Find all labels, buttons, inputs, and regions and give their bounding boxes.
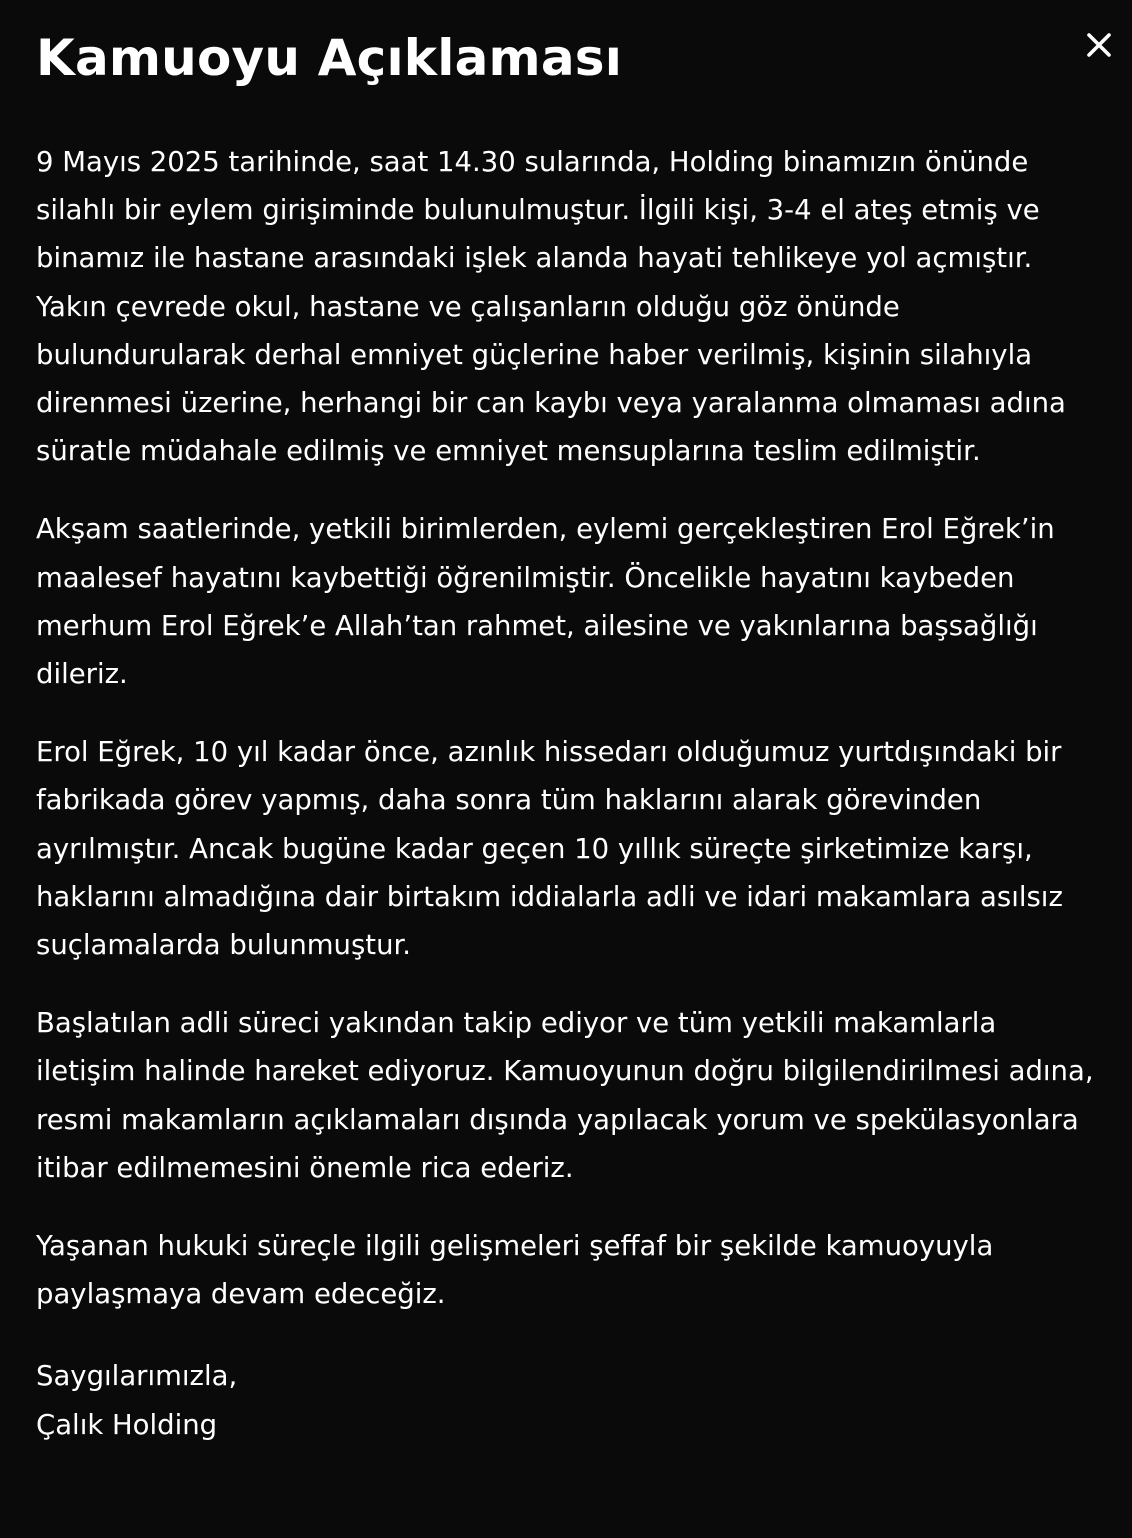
paragraph-transparency: Yaşanan hukuki süreçle ilgili gelişmeleri şeffaf bir şekilde kamuoyuyla paylaşmaya devam edeceğiz. xyxy=(36,1230,994,1311)
paragraph-background: Erol Eğrek, 10 yıl kadar önce, azınlık hissedarı olduğumuz yurtdışındaki bir fabrikada görev yapmış, daha sonra tüm haklarını alarak görevinden ayrılmıştır. Ancak bugüne kadar geçen 10 yıllık süreçte şirketimize karşı, haklarını almadığına dair birtakım iddialarla adli ve idari makamlara asılsız suçlamalarda bulunmuştur. xyxy=(36,736,1063,962)
signoff-company: Çalık Holding xyxy=(36,1408,218,1441)
paragraph-condolence: Akşam saatlerinde, yetkili birimlerden, eylemi gerçekleştiren Erol Eğrek’in maalesef hayatını kaybettiği öğrenilmiştir. Öncelikle hayatını kaybeden merhum Erol Eğrek’e Allah’tan rahmet, ailesine ve yakınlarına başsağlığı dileriz. xyxy=(36,513,1055,691)
signoff-closing: Saygılarımızla, xyxy=(36,1360,238,1393)
signoff xyxy=(36,1352,1102,1448)
statement-body xyxy=(36,138,1102,1449)
close-button[interactable] xyxy=(1080,26,1118,64)
close-icon[interactable] xyxy=(1080,26,1118,64)
modal-title: Kamuoyu Açıklaması xyxy=(36,29,623,87)
paragraph-incident: 9 Mayıs 2025 tarihinde, saat 14.30 sularında, Holding binamızın önünde silahlı bir eylem girişiminde bulunulmuştur. İlgili kişi, 3-4 el ateş etmiş ve binamız ile hastane arasındaki işlek alanda hayati tehlikeye yol açmıştır. Yakın çevrede okul, hastane ve çalışanların olduğu göz önünde bulundurularak derhal emniyet güçlerine haber verilmiş, kişinin silahıyla direnmesi üzerine, herhangi bir can kaybı veya yaralanma olmaması adına süratle müdahale edilmiş ve emniyet mensuplarına teslim edilmiştir. xyxy=(36,146,1066,468)
paragraph-legal-process: Başlatılan adli süreci yakından takip ediyor ve tüm yetkili makamlarla iletişim halinde hareket ediyoruz. Kamuoyunun doğru bilgilendirilmesi adına, resmi makamların açıklamaları dışında yapılacak yorum ve spekülasyonlara itibar edilmemesini önemle rica ederiz. xyxy=(36,1007,1094,1184)
